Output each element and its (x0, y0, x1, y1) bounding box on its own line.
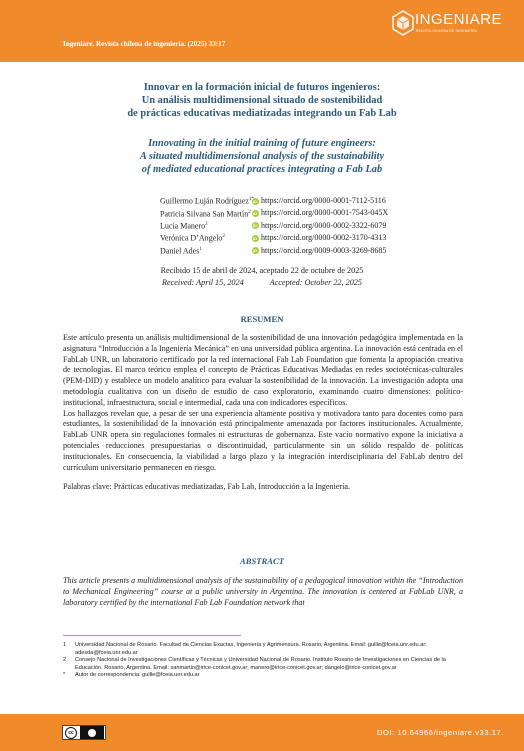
abstract-heading: ABSTRACT (240, 556, 284, 566)
resumen-heading: RESUMEN (240, 314, 284, 324)
person-icon (88, 729, 96, 737)
doi-link[interactable]: DOI: 10.64966/ingeniare.v33.17. (376, 728, 504, 737)
title-es-line: Innovar en la formación inicial de futuros ingenieros: (143, 82, 381, 93)
abstract-body (63, 576, 463, 608)
journal-citation: Ingeniare. Revista chilena de ingeniería. (2025) 33:17 (63, 40, 226, 48)
title-es-line: de prácticas educativas mediatizadas integrando un Fab Lab (127, 108, 397, 119)
resumen-body (63, 333, 463, 493)
author-row (160, 245, 490, 257)
received-date: Received: April 15, 2024 (162, 278, 244, 287)
resumen-paragraph: Los hallazgos revelan que, a pesar de ser una experiencia altamente positiva y motivadora tanto para docentes como para estudiantes, la sostenibilidad de la innovación está principalmente amenazada por factores institucionales. Actualmente, FabLab UNR opera sin regulaciones formales ni estructuras de gobernanza. Este vacío normativo expone la iniciativa a potenciales reducciones presupuestarias o discontinuidad, particularmente sin un sólido respaldo de políticas institucionales. En consecuencia, la viabilidad a largo plazo y la integración interdisciplinaria del FabLab dentro del currículum universitario permanecen en riesgo. (63, 408, 463, 472)
orcid-link[interactable]: https://orcid.org/0000-0002-3322-6079 (261, 220, 387, 230)
title-en-line: of mediated educational practices integrating a Fab Lab (141, 164, 383, 175)
orcid-icon (252, 222, 259, 229)
author-list (160, 195, 490, 257)
footnote (63, 657, 466, 672)
dates-spanish: Recibido 15 de abril de 2024, aceptado 22 de octubre de 2025 (160, 266, 364, 275)
orcid-link[interactable]: https://orcid.org/0009-0003-3269-8685 (261, 245, 387, 255)
abstract-paragraph: This article presents a multidimensional analysis of the sustainability of a pedagogical innovation within the “Introduction to Mechanical Engineering” course at a public university in Argentina. The innovation is centered at FabLab UNR, a laboratory certified by the international Fab Lab Foundation network that (63, 576, 463, 607)
author-name: Patricia Silvana San Martín$^2$ (160, 209, 251, 219)
cube-logo-icon (392, 10, 414, 36)
footnote (63, 672, 466, 680)
footnote (63, 642, 466, 657)
cc-by-icon[interactable] (62, 725, 106, 740)
logo-subtitle: REVISTA CHILENA DE INGENIERÍA (416, 29, 478, 33)
orcid-link[interactable]: https://orcid.org/0000-0001-7112-5116 (261, 196, 386, 205)
keywords: Palabras clave: Prácticas educativas mediatizadas, Fab Lab, Introducción a la Ingeniería. (63, 482, 350, 492)
footnote-mark: 1 (63, 642, 67, 648)
cc-icon: cc (65, 727, 77, 739)
footnotes (63, 642, 466, 680)
orcid-icon (252, 198, 259, 205)
footnote-mark: 2 (63, 657, 67, 664)
orcid-icon (252, 210, 259, 217)
author-row (160, 220, 490, 232)
title-english (60, 138, 464, 175)
footnote-text: Autor de correspondencia: guille@fceia.unr.edu.ar (75, 672, 200, 679)
title-en-line: Innovating in the initial training of future engineers: (148, 138, 376, 149)
footnote-divider (63, 635, 241, 636)
dates-english (60, 278, 464, 287)
journal-logo[interactable] (392, 10, 502, 46)
footnote-text: Consejo Nacional de Investigaciones Científicas y Técnicas y Universidad Nacional de Rosario. Instituto Rosario de Investigaciones en Ciencias de la Educación. Rosario, Argentina. Email: sanmartin@irice-conicet.gov.ar; manero@irice-conicet.gov.ar; dangelo@irice-conicet.gov.ar (75, 657, 446, 671)
author-name: Lucía Manero$^2$ (160, 221, 208, 231)
orcid-link[interactable]: https://orcid.org/0000-0001-7543-045X (261, 208, 389, 218)
author-name: Daniel Ades$^1$ (160, 246, 202, 256)
footnote-text: Universidad Nacional de Rosario. Facultad de Ciencias Exactas, Ingeniería y Agrimensura. Rosario, Argentina. Email: guille@fceia.unr.edu.ar; adesda@fceia.unr.edu.ar (75, 642, 427, 656)
title-en-line: A situated multidimensional analysis of the sustainability (139, 151, 385, 162)
logo-wordmark: INGENIARE (415, 11, 503, 28)
author-row (160, 195, 490, 207)
footnote-mark: * (63, 672, 66, 679)
orcid-link[interactable]: https://orcid.org/0000-0002-3170-4313 (261, 233, 387, 243)
orcid-icon (252, 247, 259, 254)
by-icon (80, 726, 104, 739)
title-es-line: Un análisis multidimensional situado de sostenibilidad (141, 95, 383, 106)
resumen-paragraph: Este artículo presenta un análisis multidimensional de la sostenibilidad de una innovación pedagógica implementada en la asignatura “Introducción a la Ingeniería Mecánica” en una universidad pública argentina. La innovación está centrada en el FabLab UNR, un laboratorio certificado por la red internacional Fab Lab Foundation que fomenta la apropiación creativa de tecnologías. El marco teórico emplea el concepto de Prácticas Educativas Mediadas en redes sociotécnicas-culturales (PEM-DID) y establece un modelo analítico para evaluar la sostenibilidad de la innovación. La investigación adopta una metodología cualitativa con un diseño de estudio de caso exploratorio, examinando cuatro dimensiones: político-institucional, infraestructura, social e intermedial, cada una con indicadores específicos. (63, 333, 463, 407)
author-row (160, 232, 490, 244)
orcid-icon (252, 235, 259, 242)
author-row (160, 207, 490, 219)
author-name: Guillermo Luján Rodríguez$^1$ (160, 196, 252, 206)
title-spanish (60, 82, 464, 119)
author-name: Verónica D’Angelo$^2$ (160, 234, 225, 243)
accepted-date: Accepted: October 22, 2025 (269, 278, 362, 287)
